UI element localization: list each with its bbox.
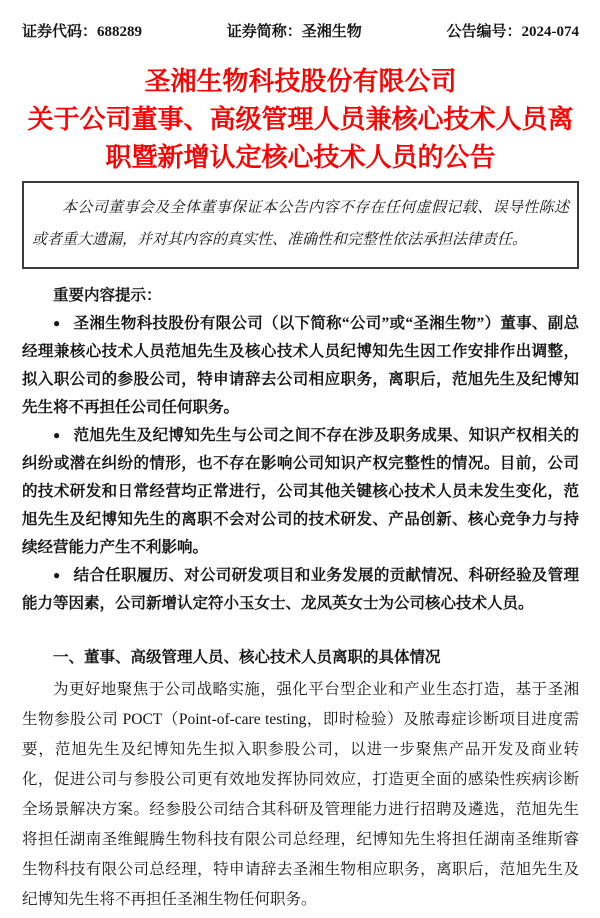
announcement-number-value: 2024-074: [521, 24, 579, 40]
important-notice-label: 重要内容提示：: [53, 287, 162, 304]
stock-short-name-value: 圣湘生物: [301, 24, 362, 40]
section-1-paragraph: 为更好地聚焦于公司战略实施，强化平台型企业和产业生态打造，基于圣湘生物参股公司 POCT（Point-of-care testing，即时检验）及脓毒症诊断项目进度需要，范旭先生及纪博知先生拟入职参股公司，以进一步聚焦产品开发及商业转化，促进公司与参股公司更有效地发挥协同效应，打造更全面的感染性疾病诊断全场景解决方案。经参股公司结合其科研及管理能力进行招聘及遴选，范旭先生将担任湖南圣维鲲腾生物科技有限公司总经理，纪博知先生将担任湖南圣维斯睿生物科技有限公司总经理，特申请辞去圣湘生物相应职务，离职后，范旭先生及纪博知先生将不再担任圣湘生物任何职务。: [22, 681, 579, 908]
stock-short-name-label: 证券简称：: [226, 24, 302, 40]
title-company-line: 圣湘生物科技股份有限公司: [144, 66, 457, 96]
stock-code-label: 证券代码：: [22, 24, 98, 40]
notice-bullet-item: [22, 562, 579, 618]
bullet-icon: ●: [53, 568, 61, 582]
title-subject-line: 关于公司董事、高级管理人员兼核心技术人员离职暨新增认定核心技术人员的公告: [27, 104, 574, 172]
notice-bullet-text: 范旭先生及纪博知先生与公司之间不存在涉及职务成果、知识产权相关的纠纷或潜在纠纷的情形，也不存在影响公司知识产权完整性的情况。目前，公司的技术研发和日常经营均正常进行，公司其他关键核心技术人员未发生变化，范旭先生及纪博知先生的离职不会对公司的技术研发、产品创新、核心竞争力与持续经营能力产生不利影响。: [22, 427, 579, 556]
stock-code-field: [22, 23, 142, 42]
notice-bullet-text: 结合任职履历、对公司研发项目和业务发展的贡献情况、科研经验及管理能力等因素，公司新增认定符小玉女士、龙凤英女士为公司核心技术人员。: [22, 567, 579, 612]
board-declaration-text: 本公司董事会及全体董事保证本公告内容不存在任何虚假记载、误导性陈述或者重大遗漏，并对其内容的真实性、准确性和完整性依法承担法律责任。: [32, 200, 569, 248]
bullet-icon: ●: [53, 428, 61, 442]
announcement-number-field: [446, 23, 579, 42]
board-declaration-box: [22, 181, 579, 269]
stock-short-name-field: [227, 23, 362, 42]
announcement-title: [22, 62, 579, 176]
document-header: [22, 23, 579, 42]
bullet-icon: ●: [53, 316, 61, 330]
announcement-number-label: 公告编号：: [446, 24, 522, 40]
stock-code-value: 688289: [97, 24, 143, 40]
section-1-heading: 一、董事、高级管理人员、核心技术人员离职的具体情况: [53, 649, 441, 666]
notice-bullet-item: [22, 310, 579, 422]
notice-bullet-item: [22, 422, 579, 562]
notice-bullet-text: 圣湘生物科技股份有限公司（以下简称“公司”或“圣湘生物”）董事、副总经理兼核心技术人员范旭先生及核心技术人员纪博知先生因工作安排作出调整，拟入职公司的参股公司，特申请辞去公司相应职务，离职后，范旭先生及纪博知先生将不再担任公司任何职务。: [22, 315, 579, 416]
